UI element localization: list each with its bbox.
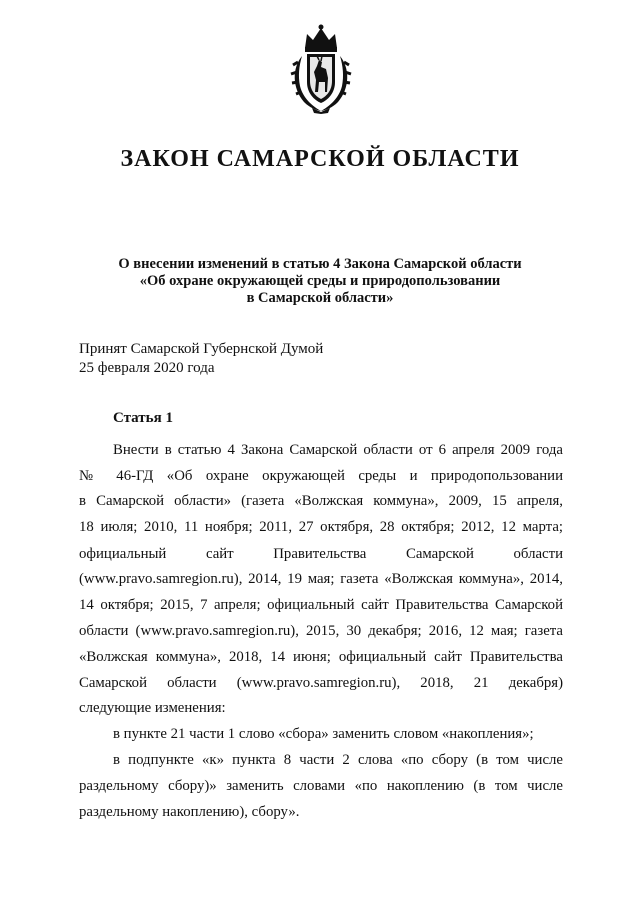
article-line: следующие изменения: <box>79 700 226 716</box>
law-subject-line: в Самарской области» <box>246 290 394 306</box>
article-line: 18 июля; 2010, 11 ноября; 2011, 27 октября, 28 октября; 2012, 12 марта; <box>79 519 563 535</box>
adopted-by: Принят Самарской Губернской Думой <box>79 341 324 357</box>
law-subject-line: О внесении изменений в статью 4 Закона Самарской области <box>118 256 522 272</box>
article-line: Внести в статью 4 Закона Самарской области от 6 апреля 2009 года <box>113 442 563 458</box>
coat-of-arms-emblem <box>288 22 354 114</box>
article-line: 14 октября; 2015, 7 апреля; официальный сайт Правительства Самарской <box>79 597 563 613</box>
article-line: области (www.pravo.samregion.ru), 2015, 30 декабря; 2016, 12 мая; газета <box>79 623 563 639</box>
article-heading: Статья 1 <box>113 410 173 426</box>
article-line: раздельному накоплению), сбору». <box>79 804 300 820</box>
article-line: (www.pravo.samregion.ru), 2014, 19 мая; газета «Волжская коммуна», 2014, <box>79 571 563 587</box>
article-line: в подпункте «к» пункта 8 части 2 слова «по сбору (в том числе <box>113 752 563 768</box>
article-line: раздельному сбору)» заменить словами «по накоплению (в том числе <box>79 778 563 794</box>
adoption-date: 25 февраля 2020 года <box>79 360 215 376</box>
law-subject-line: «Об охране окружающей среды и природопользовании <box>139 273 501 289</box>
adoption-info <box>79 340 323 378</box>
law-title: ЗАКОН САМАРСКОЙ ОБЛАСТИ <box>120 146 520 172</box>
article-line: в Самарской области» (газета «Волжская коммуна», 2009, 15 апреля, <box>79 493 563 509</box>
law-subject <box>80 256 560 307</box>
article-line: «Волжская коммуна», 2018, 14 июня; официальный сайт Правительства <box>79 649 563 665</box>
article-line: в пункте 21 части 1 слово «сбора» заменить словом «накопления»; <box>113 726 534 742</box>
article-line: № 46-ГД «Об охране окружающей среды и природопользовании <box>79 468 563 484</box>
article-line: официальный сайт Правительства Самарской области <box>79 546 563 562</box>
article-line: Самарской области (www.pravo.samregion.ru), 2018, 21 декабря) <box>79 675 563 691</box>
